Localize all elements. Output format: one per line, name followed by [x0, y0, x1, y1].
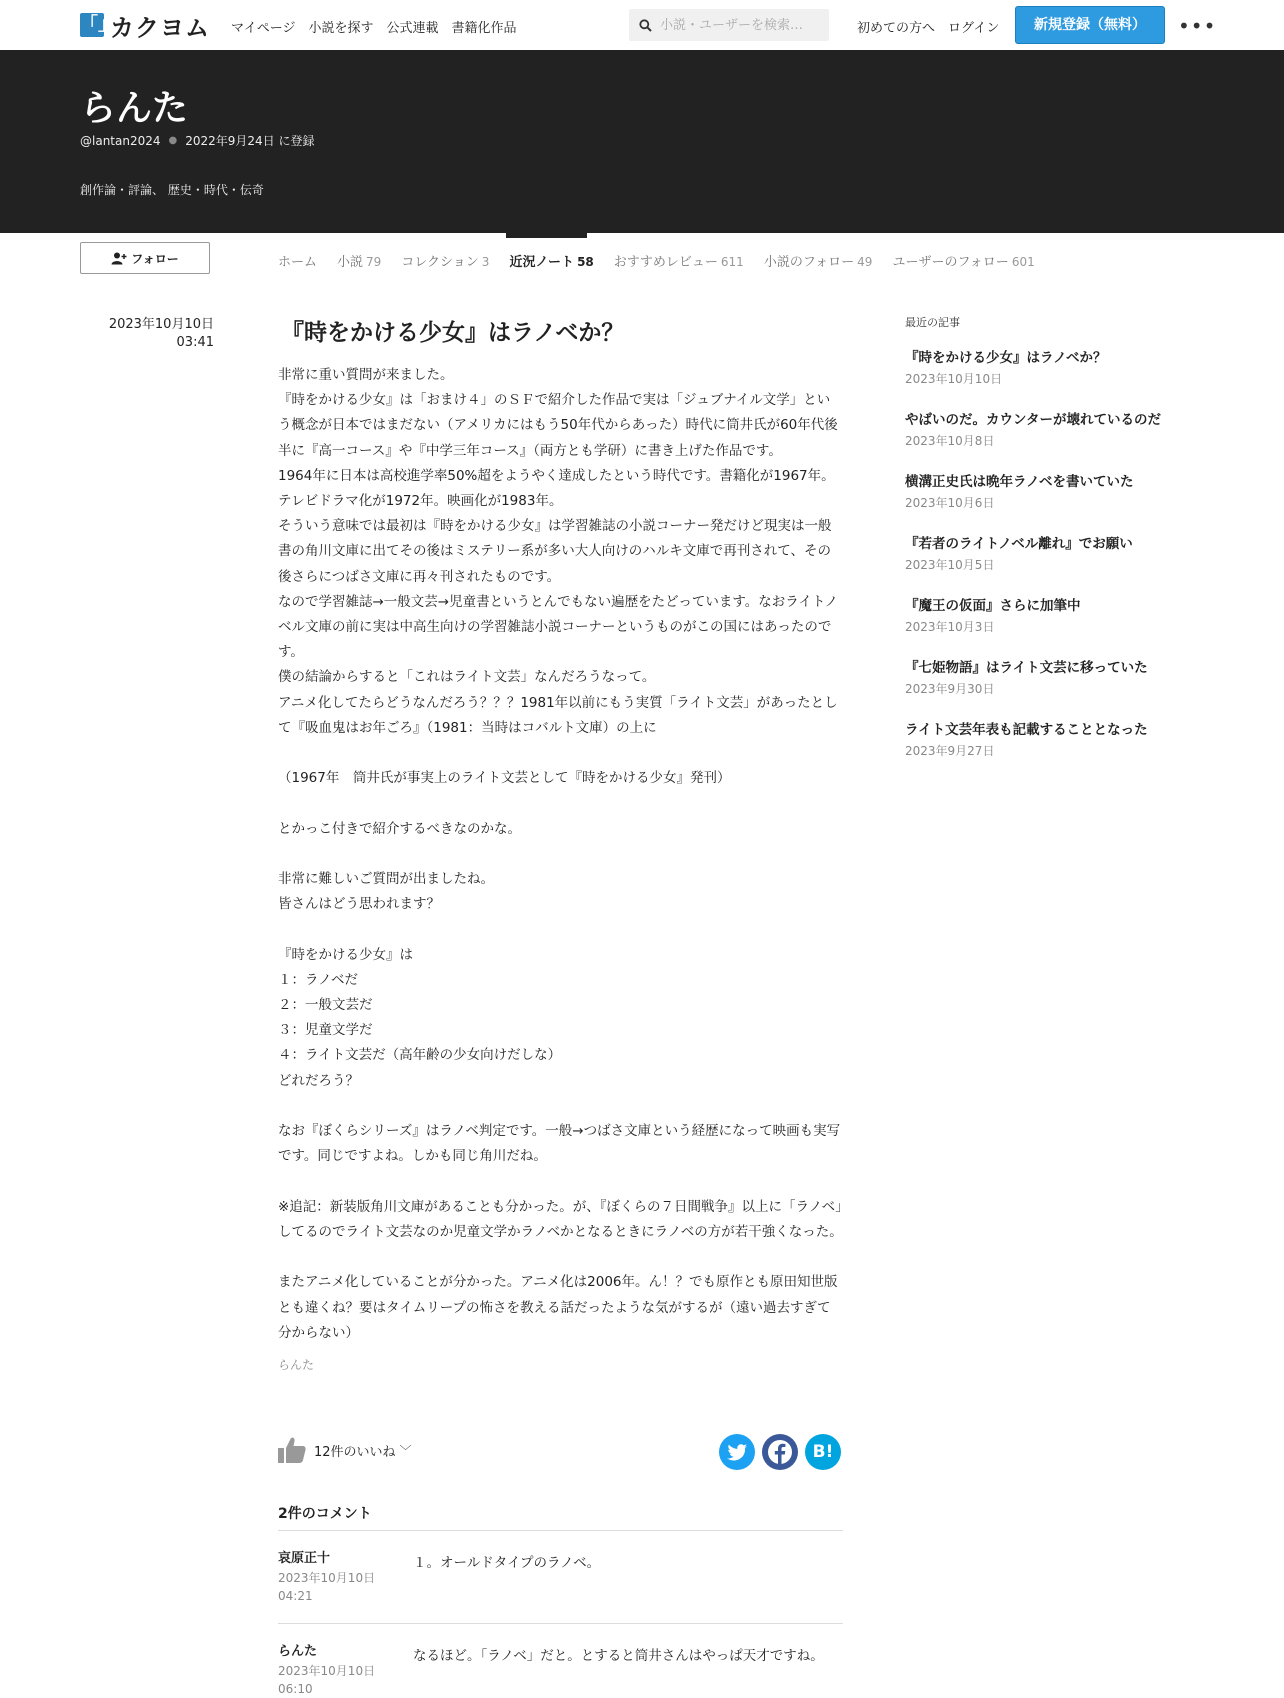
comment-datetime	[278, 1662, 375, 1698]
search-box	[629, 9, 829, 41]
follow-button[interactable]	[80, 242, 210, 274]
search-input[interactable]	[660, 18, 820, 33]
like-count: 12件のいいね	[314, 1444, 396, 1460]
recent-articles-sidebar	[905, 314, 1205, 780]
twitter-icon	[727, 1444, 747, 1461]
main-nav	[231, 17, 517, 36]
post-paragraph: なので学習雑誌→一般文芸→児童書というとんでもない遍歴をたどっています。なおライトノベル文庫の前に実は中高生向けの学習雑誌小説コーナーというものがこの国にはあったのです。	[278, 593, 839, 661]
recent-article-title: 横溝正史氏は晩年ラノベを書いていた	[905, 474, 1134, 490]
user-meta	[80, 132, 315, 149]
tab-label: 小説	[337, 255, 364, 270]
comment-author[interactable]: 哀原正十	[278, 1551, 331, 1566]
reaction-bar	[278, 1433, 843, 1473]
comment-datetime	[278, 1569, 375, 1605]
registered-date: 2022年9月24日 に登録	[185, 134, 315, 148]
recent-article-date: 2023年10月3日	[905, 620, 995, 634]
recent-article-title: やばいのだ。カウンターが壊れているのだ	[905, 412, 1161, 428]
nav-official-series[interactable]: 公式連載	[386, 21, 439, 36]
post-signature[interactable]: らんた	[278, 1357, 315, 1372]
tab-reviews[interactable]	[614, 251, 744, 270]
tab-news-notes[interactable]	[509, 251, 593, 270]
like-button[interactable]	[278, 1437, 412, 1463]
tab-count: 79	[366, 255, 382, 269]
chevron-down-icon[interactable]: ﹀	[399, 1443, 412, 1458]
tab-home[interactable]	[278, 251, 317, 270]
post-paragraph	[278, 741, 843, 766]
post-paragraph: ２：一般文芸だ	[278, 997, 373, 1014]
tab-label: ホーム	[278, 255, 318, 270]
nav-mypage[interactable]: マイページ	[231, 21, 296, 36]
post-datetime	[90, 316, 214, 352]
facebook-share-button[interactable]	[762, 1434, 798, 1470]
kakuyomu-logo[interactable]	[80, 12, 210, 42]
post-paragraph	[278, 791, 843, 816]
post-paragraph: なお『ぼくらシリーズ』はラノベ判定です。一般→つばさ文庫という経歴になって映画も実写です。同じですよね。しかも同じ角川だね。	[278, 1123, 841, 1165]
recent-article-title: 『時をかける少女』はラノベか？	[905, 350, 1107, 366]
post-paragraph: ３：児童文学だ	[278, 1022, 373, 1039]
recent-article-date: 2023年10月5日	[905, 558, 995, 572]
recent-article-title: 『七姫物語』はライト文芸に移っていた	[905, 660, 1148, 676]
hatena-bookmark-button[interactable]	[805, 1434, 841, 1470]
logo-mark: 「」	[80, 14, 116, 35]
recent-article-item[interactable]	[905, 532, 1205, 573]
post-paragraph: １：ラノベだ	[278, 971, 359, 988]
tab-count: 611	[720, 255, 744, 269]
add-user-icon	[111, 252, 127, 265]
post-time: 03:41	[176, 335, 214, 350]
comment-time: 04:21	[278, 1589, 313, 1603]
profile-hero	[0, 50, 1284, 233]
hatena-bookmark-icon: B!	[812, 1442, 834, 1462]
sidebar-heading: 最近の記事	[905, 316, 960, 329]
recent-article-item[interactable]	[905, 718, 1205, 759]
tab-count: 3	[481, 255, 490, 269]
comment-author[interactable]: らんた	[278, 1644, 318, 1659]
recent-article-item[interactable]	[905, 594, 1205, 635]
post-paragraph	[278, 842, 843, 867]
post-paragraph	[278, 917, 843, 942]
tab-count: 58	[577, 255, 594, 269]
recent-article-date: 2023年9月27日	[905, 744, 995, 758]
recent-article-item[interactable]	[905, 346, 1205, 387]
comment-item	[278, 1530, 843, 1623]
tab-collections[interactable]	[401, 251, 489, 270]
user-handle: @lantan2024	[80, 133, 161, 148]
recent-article-item[interactable]	[905, 656, 1205, 697]
tab-label: おすすめレビュー	[613, 255, 718, 270]
tab-label: コレクション	[401, 255, 479, 270]
signup-button[interactable]: 新規登録（無料）	[1015, 6, 1165, 44]
more-menu-icon[interactable]: •••	[1178, 14, 1217, 38]
recent-article-title: ライト文芸年表も記載することとなった	[905, 722, 1148, 738]
user-name: らんた	[80, 88, 189, 129]
post-paragraph: そういう意味では最初は『時をかける少女』は学習雑誌の小説コーナー発だけど現実は一般書の角川文庫に出てその後はミステリー系が多い大人向けのハルキ文庫で再刊されて、その後さらにつばさ文庫に再々刊されたものです。	[278, 518, 832, 585]
login-link[interactable]: ログイン	[948, 21, 1000, 36]
active-tab-indicator	[506, 233, 587, 238]
comment-text: １。オールドタイプのラノベ。	[413, 1555, 601, 1571]
tab-label: ユーザーのフォロー	[892, 255, 1009, 270]
comments-heading: 2件のコメント	[278, 1506, 372, 1522]
post-paragraph: とかっこ付きで紹介するべきなのかな。	[278, 820, 521, 837]
recent-article-title: 『魔王の仮面』さらに加筆中	[905, 598, 1081, 614]
post-paragraph	[278, 1245, 843, 1270]
recent-article-title: 『若者のライトノベル離れ』でお願い	[905, 536, 1133, 552]
tab-label: 小説のフォロー	[763, 255, 855, 270]
twitter-share-button[interactable]	[719, 1434, 755, 1470]
post-paragraph: 1964年に日本は高校進学率50%超をようやく達成したという時代です。書籍化が1967年。テレビドラマ化が1972年。映画化が1983年。	[278, 467, 835, 510]
recent-article-date: 2023年10月6日	[905, 496, 995, 510]
news-note-article	[278, 314, 843, 1373]
thumbs-up-icon	[278, 1437, 306, 1463]
tab-count: 49	[857, 255, 873, 269]
comment-date: 2023年10月10日	[278, 1664, 376, 1678]
tab-novel-follows[interactable]	[764, 251, 873, 270]
post-paragraph: アニメ化してたらどうなんだろう？？？1981年以前にもう実質「ライト文芸」があったとして『吸血鬼はお年ごろ』（1981：当時はコバルト文庫）の上に	[278, 694, 838, 736]
follow-label: フォロー	[131, 251, 179, 266]
separator-dot: ●	[168, 135, 178, 146]
post-paragraph: どれだろう？	[278, 1072, 359, 1089]
post-paragraph: 非常に難しいご質問が出ましたね。	[278, 871, 494, 888]
top-header	[0, 0, 1284, 50]
recent-article-date: 2023年10月8日	[905, 434, 995, 448]
comment-text: なるほど。「ラノベ」だと。とすると筒井さんはやっぱ天才ですね。	[413, 1648, 824, 1664]
comment-time: 06:10	[278, 1682, 313, 1696]
post-paragraph: ４：ライト文芸だ（高年齢の少女向けだしな）	[278, 1047, 562, 1064]
recent-article-item[interactable]	[905, 470, 1205, 511]
tab-count: 601	[1011, 255, 1035, 269]
user-genres: 創作論・評論、 歴史・時代・伝奇	[80, 183, 264, 197]
recent-article-item[interactable]	[905, 408, 1205, 449]
post-paragraph: またアニメ化していることが分かった。アニメ化は2006年。ん！？でも原作とも原田知世版とも違くね？要はタイムリープの怖さを教える話だったような気がするが（遠い過去すぎて分からない）	[278, 1274, 838, 1341]
recent-article-date: 2023年10月10日	[905, 372, 1003, 386]
nav-search-novels[interactable]: 小説を探す	[308, 21, 374, 36]
post-paragraph: ※追記：新装版角川文庫があることも分かった。が、『ぼくらの７日間戦争』以上に「ラノベ」してるのでライト文芸なのか児童文学かラノベかとなるときにラノベの方が若干強くなった。	[278, 1198, 843, 1240]
post-paragraph	[278, 1094, 843, 1119]
tab-novels[interactable]	[337, 251, 381, 270]
post-paragraph: 非常に重い質問が来ました。	[278, 367, 454, 383]
post-date: 2023年10月10日	[108, 317, 214, 332]
post-body	[278, 363, 843, 1346]
tab-label: 近況ノート	[509, 255, 575, 270]
facebook-icon	[767, 1439, 793, 1465]
post-paragraph: 『時をかける少女』は	[278, 946, 413, 963]
search-icon	[639, 19, 652, 32]
comment-item	[278, 1623, 843, 1698]
post-paragraph: 皆さんはどう思われます？	[278, 896, 440, 913]
nav-published-works[interactable]: 書籍化作品	[451, 21, 517, 36]
tab-user-follows[interactable]	[892, 251, 1034, 270]
post-paragraph: 僕の結論からすると「これはライト文芸」なんだろうなって。	[278, 669, 656, 686]
first-time-link[interactable]: 初めての方へ	[857, 21, 936, 36]
logo-text: カクヨム	[110, 13, 210, 42]
post-paragraph	[278, 1170, 843, 1195]
post-paragraph: （1967年 筒井氏が事実上のライト文芸として『時をかける少女』発刊）	[278, 770, 731, 787]
profile-tabs	[278, 251, 1035, 270]
post-title: 『時をかける少女』はラノベか？	[281, 320, 625, 346]
recent-article-date: 2023年9月30日	[905, 682, 995, 696]
comment-date: 2023年10月10日	[278, 1571, 376, 1585]
post-paragraph: 『時をかける少女』は「おまけ４」のＳＦで紹介した作品で実は「ジュブナイル文学」という概念が日本ではまだない（アメリカにはもう50年代からあった）時代に筒井氏が60年代後半に『高一コース』や『中学三年コース』（両方とも学研）に書き上げた作品です。	[278, 392, 838, 459]
